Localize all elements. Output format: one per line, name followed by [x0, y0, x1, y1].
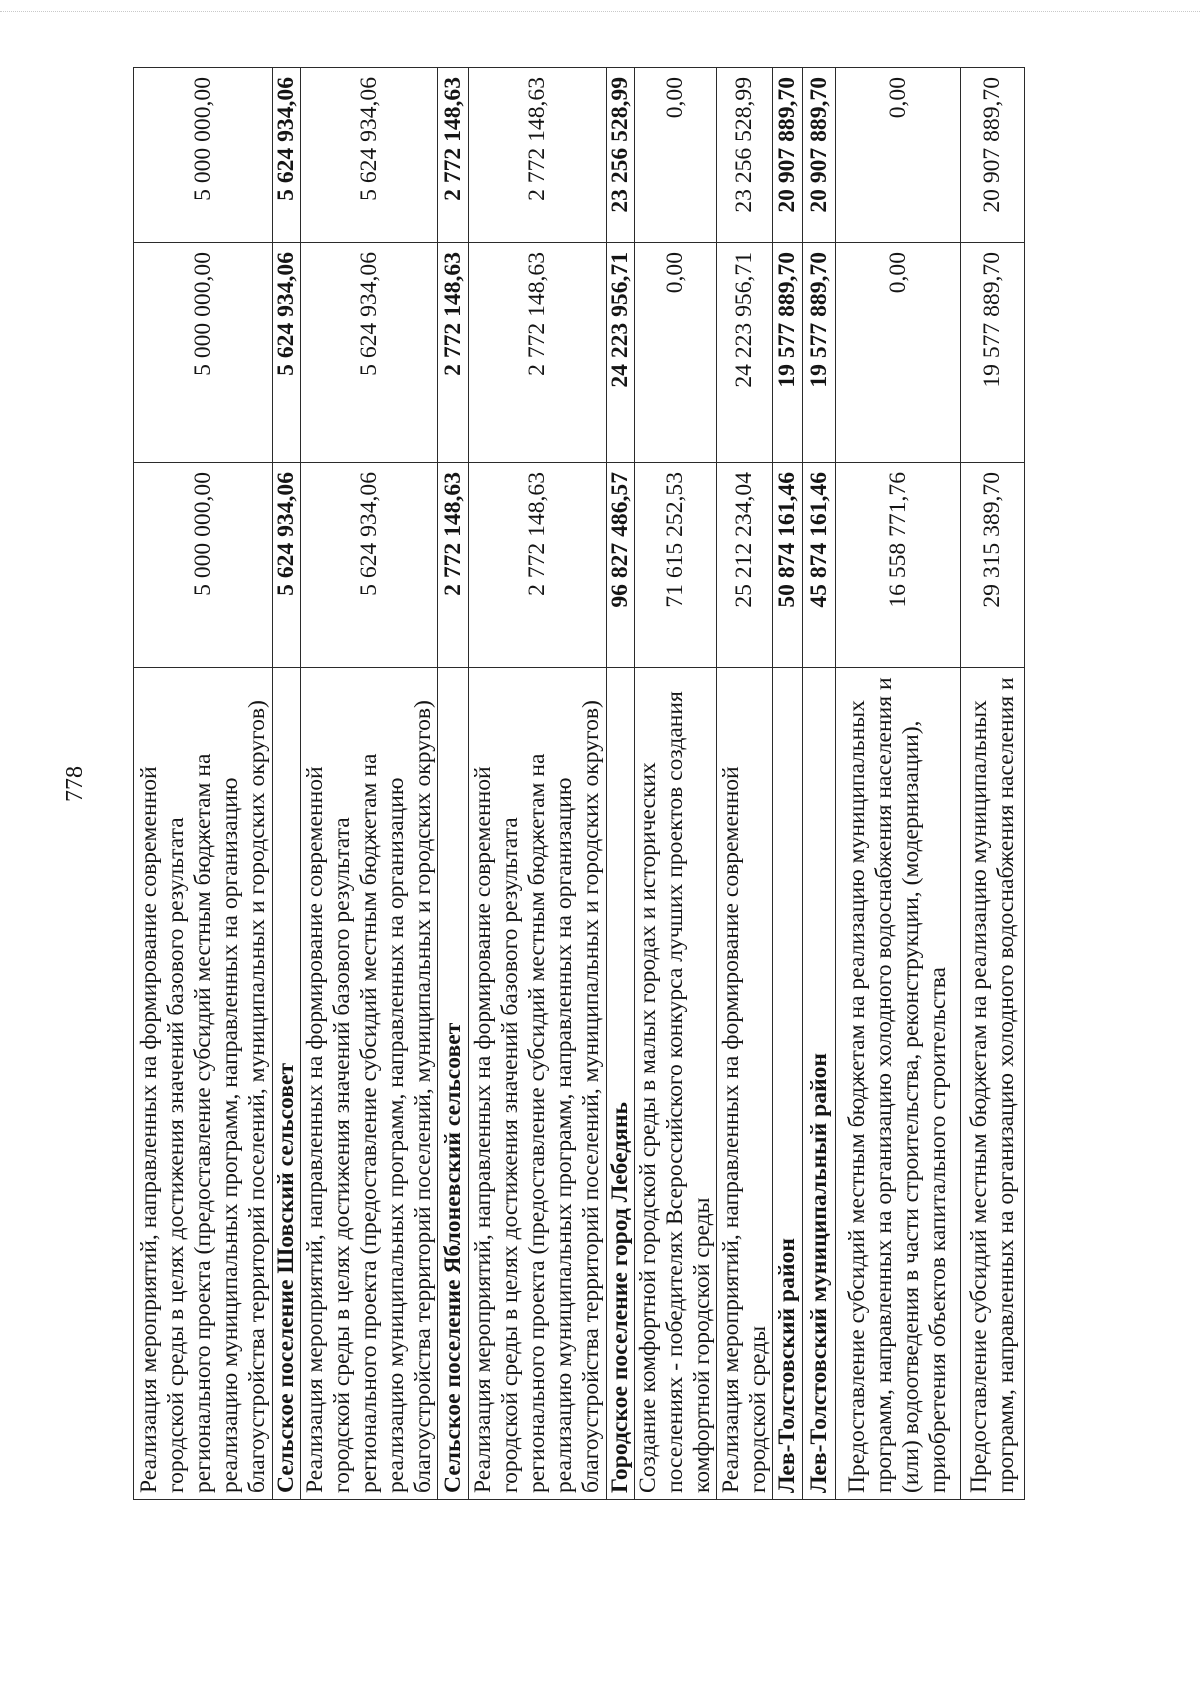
row-description: Предоставление субсидий местным бюджетам на реализацию муниципальных программ, направленных на организацию холодного водоснабжения населения и — [961, 668, 1025, 1500]
page-number: 778 — [62, 766, 88, 802]
amount-cell-1: 71 615 252,53 — [635, 463, 717, 668]
budget-table — [133, 67, 1025, 1500]
amount-cell-1: 29 315 389,70 — [961, 463, 1025, 668]
amount-cell-2: 24 223 956,71 — [607, 243, 635, 463]
table-row — [717, 68, 773, 1500]
amount-cell-3: 5 624 934,06 — [301, 68, 438, 243]
amount-cell-2: 5 000 000,00 — [134, 243, 273, 463]
amount-cell-2: 5 624 934,06 — [301, 243, 438, 463]
table-row-total — [438, 68, 469, 1500]
amount-cell-1: 45 874 161,46 — [803, 463, 836, 668]
amount-cell-3: 5 624 934,06 — [273, 68, 301, 243]
amount-cell-1: 2 772 148,63 — [438, 463, 469, 668]
row-description: Создание комфортной городской среды в малых городах и исторических поселениях - победителях Всероссийского конкурса лучших проектов создания комфортной городской среды — [635, 668, 717, 1500]
amount-cell-1: 50 874 161,46 — [773, 463, 803, 668]
amount-cell-1: 25 212 234,04 — [717, 463, 773, 668]
table-row — [836, 68, 961, 1500]
table-row-total — [803, 68, 836, 1500]
amount-cell-2: 2 772 148,63 — [469, 243, 607, 463]
amount-cell-3: 23 256 528,99 — [607, 68, 635, 243]
amount-cell-2: 19 577 889,70 — [773, 243, 803, 463]
amount-cell-3: 20 907 889,70 — [773, 68, 803, 243]
row-description: Реализация мероприятий, направленных на формирование современной городской среды в целях достижения значений базового результата регионального проекта (предоставление субсидий местным бюджетам на реализацию муниципальных программ, направленных на организацию благоустройства территорий поселений, муниципальных и городских округов) — [301, 668, 438, 1500]
amount-cell-1: 2 772 148,63 — [469, 463, 607, 668]
row-description: Реализация мероприятий, направленных на формирование современной городской среды в целях достижения значений базового результата регионального проекта (предоставление субсидий местным бюджетам на реализацию муниципальных программ, направленных на организацию благоустройства территорий поселений, муниципальных и городских округов) — [469, 668, 607, 1500]
row-description: Лев-Толстовский муниципальный район — [803, 668, 836, 1500]
amount-cell-2: 0,00 — [635, 243, 717, 463]
amount-cell-2: 0,00 — [836, 243, 961, 463]
amount-cell-3: 20 907 889,70 — [803, 68, 836, 243]
amount-cell-1: 5 000 000,00 — [134, 463, 273, 668]
amount-cell-3: 20 907 889,70 — [961, 68, 1025, 243]
table-row — [301, 68, 438, 1500]
table-row — [961, 68, 1025, 1500]
amount-cell-3: 5 000 000,00 — [134, 68, 273, 243]
table-row — [635, 68, 717, 1500]
amount-cell-1: 5 624 934,06 — [273, 463, 301, 668]
amount-cell-2: 2 772 148,63 — [438, 243, 469, 463]
row-description: Реализация мероприятий, направленных на формирование современной городской среды в целях достижения значений базового результата регионального проекта (предоставление субсидий местным бюджетам на реализацию муниципальных программ, направленных на организацию благоустройства территорий поселений, муниципальных и городских округов) — [134, 668, 273, 1500]
amount-cell-1: 16 558 771,76 — [836, 463, 961, 668]
amount-cell-3: 23 256 528,99 — [717, 68, 773, 243]
amount-cell-3: 0,00 — [836, 68, 961, 243]
row-description: Городское поселение город Лебедянь — [607, 668, 635, 1500]
amount-cell-3: 0,00 — [635, 68, 717, 243]
row-description: Предоставление субсидий местным бюджетам на реализацию муниципальных программ, направленных на организацию холодного водоснабжения населения и (или) водоотведения в части строительства, реконструкции, (модернизации), приобретения объектов капитального строительства — [836, 668, 961, 1500]
row-description: Реализация мероприятий, направленных на формирование современной городской среды — [717, 668, 773, 1500]
amount-cell-1: 96 827 486,57 — [607, 463, 635, 668]
amount-cell-3: 2 772 148,63 — [438, 68, 469, 243]
amount-cell-2: 19 577 889,70 — [803, 243, 836, 463]
row-description: Лев-Толстовский район — [773, 668, 803, 1500]
table-row — [134, 68, 273, 1500]
amount-cell-2: 19 577 889,70 — [961, 243, 1025, 463]
row-description: Сельское поселение Яблоневский сельсовет — [438, 668, 469, 1500]
row-description: Сельское поселение Шовский сельсовет — [273, 668, 301, 1500]
amount-cell-2: 24 223 956,71 — [717, 243, 773, 463]
table-row-total — [607, 68, 635, 1500]
table-row-total — [273, 68, 301, 1500]
amount-cell-3: 2 772 148,63 — [469, 68, 607, 243]
table-row-total — [773, 68, 803, 1500]
amount-cell-2: 5 624 934,06 — [273, 243, 301, 463]
table-row — [469, 68, 607, 1500]
amount-cell-1: 5 624 934,06 — [301, 463, 438, 668]
